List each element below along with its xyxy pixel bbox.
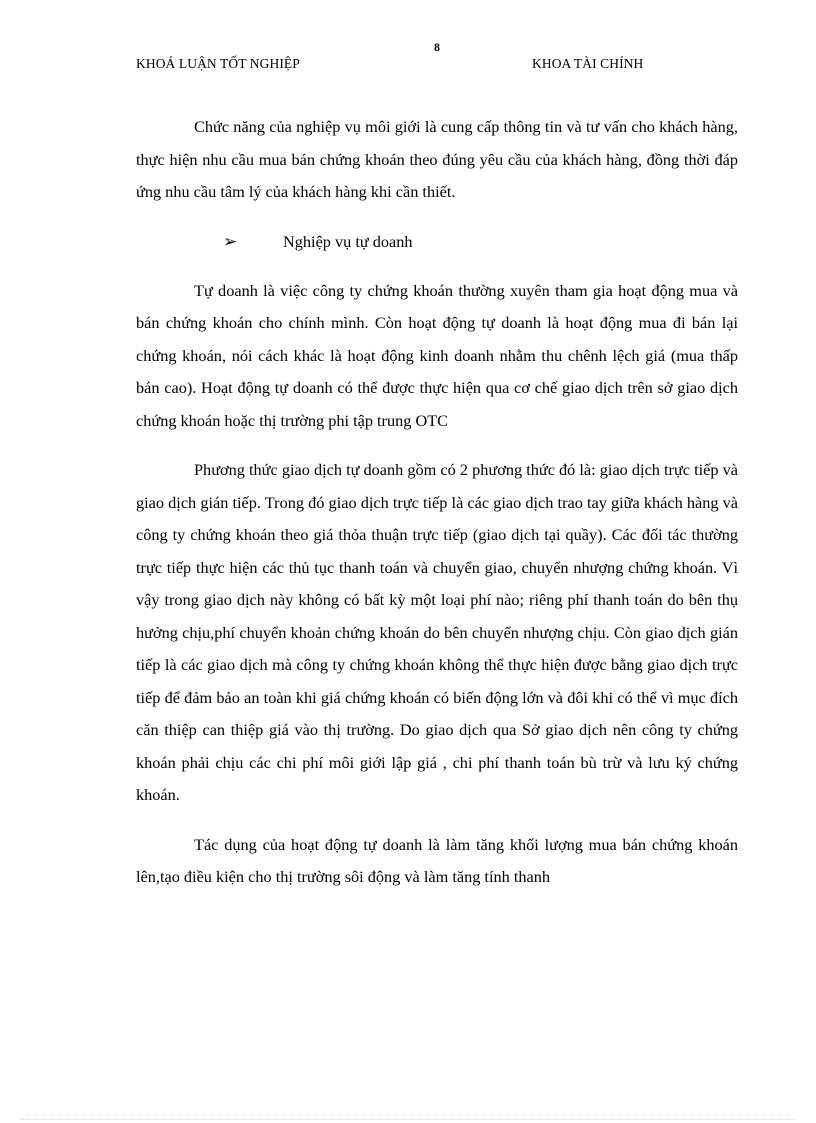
arrow-bullet-icon: ➢ (223, 231, 238, 251)
paragraph-trading-methods: Phương thức giao dịch tự doanh gồm có 2 phương thức đó là: giao dịch trực tiếp và giao dịch gián tiếp. Trong đó giao dịch trực tiếp là các giao dịch trao tay giữa khách hàng và công ty chứng khoán theo giá thỏa thuận trực tiếp (giao dịch tại quầy). Các đối tác thường trực tiếp thực hiện các thủ tục thanh toán và chuyển giao, chuyển nhượng chứng khoán. Vì vậy trong giao dịch này không có bất kỳ một loại phí nào; riêng phí thanh toán do bên thụ hưởng chịu,phí chuyển khoản chứng khoán do bên chuyển nhượng chịu. Còn giao dịch gián tiếp là các giao dịch mà công ty chứng khoán không thể thực hiện được bằng giao dịch trực tiếp để đảm bảo an toàn khi giá chứng khoán có biến động lớn và đôi khi có thể vì mục đích căn thiệp can thiệp giá vào thị trường. Do giao dịch qua Sở giao dịch nên công ty chứng khoán phải chịu các chi phí môi giới lập giá , chi phí thanh toán bù trừ và lưu ký chứng khoán. (136, 460, 738, 804)
bullet-heading-proprietary-trading (136, 226, 738, 258)
document-body (136, 111, 738, 894)
page-number: 8 (434, 40, 440, 54)
header-faculty-title: KHOA TÀI CHÍNH (532, 56, 644, 71)
paragraph-trading-effects: Tác dụng của hoạt động tự doanh là làm tăng khối lượng mua bán chứng khoán lên,tạo điều kiện cho thị trường sôi động và làm tăng tính thanh (136, 834, 738, 886)
header-thesis-title: KHOÁ LUẬN TỐT NGHIỆP (136, 56, 300, 71)
bullet-heading-text: Nghiệp vụ tự doanh (283, 231, 413, 251)
page-bottom-divider (20, 1119, 796, 1120)
paragraph-brokerage-function: Chức năng của nghiệp vụ môi giới là cung cấp thông tin và tư vấn cho khách hàng, thực hiện nhu cầu mua bán chứng khoán theo đúng yêu cầu của khách hàng, đồng thời đáp ứng nhu cầu tâm lý của khách hàng khi cần thiết. (136, 117, 738, 201)
paragraph-proprietary-trading-definition: Tự doanh là việc công ty chứng khoán thường xuyên tham gia hoạt động mua và bán chứng khoán cho chính mình. Còn hoạt động tự doanh là hoạt động mua đi bán lại chứng khoán, nói cách khác là hoạt động kinh doanh nhằm thu chênh lệch giá (mua thấp bán cao). Hoạt động tự doanh có thể được thực hiện qua cơ chế giao dịch trên sở giao dịch chứng khoán hoặc thị trường phi tập trung OTC (136, 280, 738, 430)
